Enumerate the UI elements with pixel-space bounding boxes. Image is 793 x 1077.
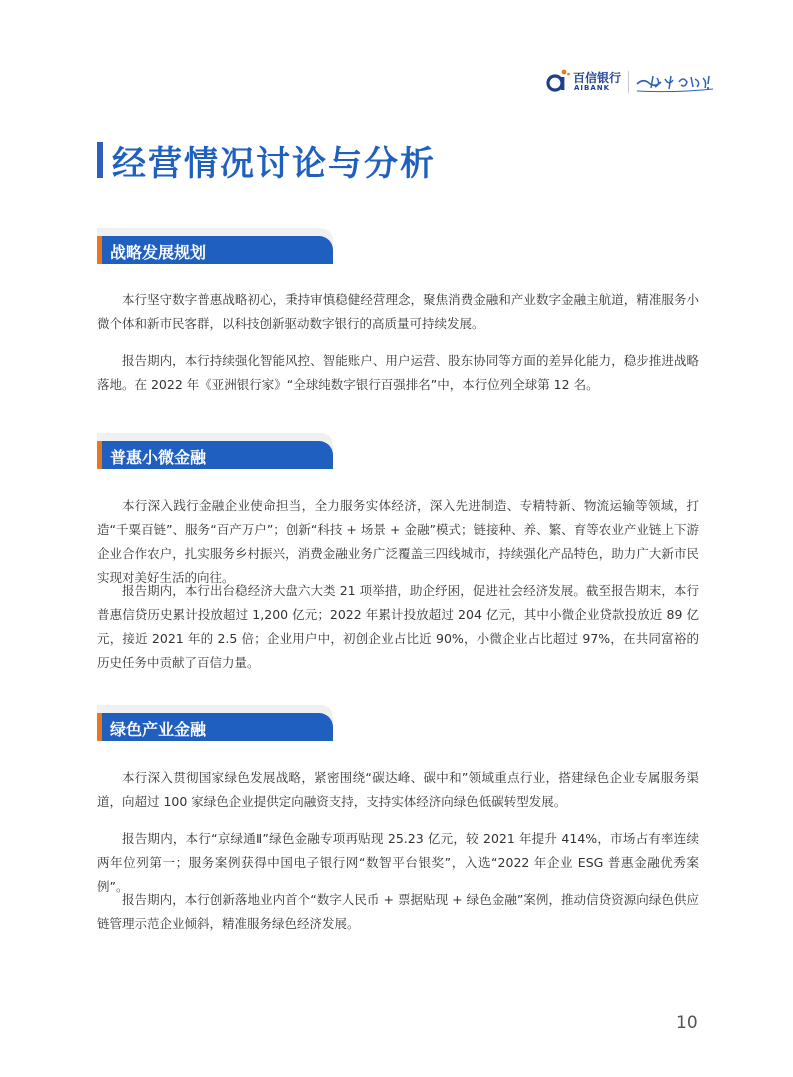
logo-english-name: AIBANK xyxy=(574,84,611,92)
section-header-accent xyxy=(97,236,102,264)
section-header-accent xyxy=(97,713,102,741)
paragraph: 报告期内，本行创新落地业内首个“数字人民币 + 票据贴现 + 绿色金融”案例，推动信贷资源向绿色供应链管理示范企业倾斜，精准服务绿色经济发展。 xyxy=(97,892,699,931)
page-title: 经营情况讨论与分析 xyxy=(112,144,436,184)
section-heading: 战略发展规划 xyxy=(110,243,207,262)
paragraph: 本行坚守数字普惠战略初心，秉持审慎稳健经营理念，聚焦消费金融和产业数字金融主航道，精准服务小微个体和新市民客群，以科技创新驱动数字银行的高质量可持续发展。 xyxy=(97,292,699,331)
paragraph: 本行深入贯彻国家绿色发展战略，紧密围绕“碳达峰、碳中和”领域重点行业，搭建绿色企业专属服务渠道，向超过 100 家绿色企业提供定向融资支持，支持实体经济向绿色低碳转型发展。 xyxy=(97,770,699,809)
section-header-green-finance xyxy=(97,705,333,755)
paragraph: 报告期内，本行持续强化智能风控、智能账户、用户运营、股东协同等方面的差异化能力，稳步推进战略落地。在 2022 年《亚洲银行家》“全球纯数字银行百强排名”中，本行位列全球第 12 名。 xyxy=(97,353,699,392)
section-heading: 普惠小微金融 xyxy=(110,448,207,467)
paragraph: 本行深入践行金融企业使命担当，全力服务实体经济，深入先进制造、专精特新、物流运输等领域，打造“千粟百链”、服务“百产万户”；创新“科技 + 场景 + 金融”模式；链接种、养、繁、育等农业产业链上下游企业合作农户，扎实服务乡村振兴，消费金融业务广泛覆盖三四线城市，持续强化产品特色，助力广大新市民实现对美好生活的向往。 xyxy=(97,498,699,585)
section-header-inclusive-finance xyxy=(97,433,333,483)
logo-divider xyxy=(628,71,629,93)
section-heading: 绿色产业金融 xyxy=(110,720,207,739)
section-header-accent xyxy=(97,441,102,469)
bank-logo xyxy=(545,66,715,100)
page-number: 10 xyxy=(676,1013,698,1033)
section-header-strategy xyxy=(97,228,333,278)
aibank-logo-icon xyxy=(545,68,571,94)
title-accent-bar xyxy=(97,142,103,178)
slogan-calligraphy-icon xyxy=(635,70,715,94)
paragraph: 报告期内，本行“京绿通Ⅱ”绿色金融专项再贴现 25.23 亿元，较 2021 年提升 414%，市场占有率连续两年位列第一；服务案例获得中国电子银行网“数智平台银奖”，入选“2022 年企业 ESG 普惠金融优秀案例”。 xyxy=(97,831,699,894)
logo-chinese-name: 百信银行 xyxy=(573,71,622,85)
paragraph: 报告期内，本行出台稳经济大盘六大类 21 项举措，助企纾困，促进社会经济发展。截至报告期末，本行普惠信贷历史累计投放超过 1,200 亿元；2022 年累计投放超过 204 亿元，其中小微企业贷款投放近 89 亿元，接近 2021 年的 2.5 倍；企业用户中，初创企业占比近 90%，小微企业占比超过 97%，在共同富裕的历史任务中贡献了百信力量。 xyxy=(97,583,699,670)
